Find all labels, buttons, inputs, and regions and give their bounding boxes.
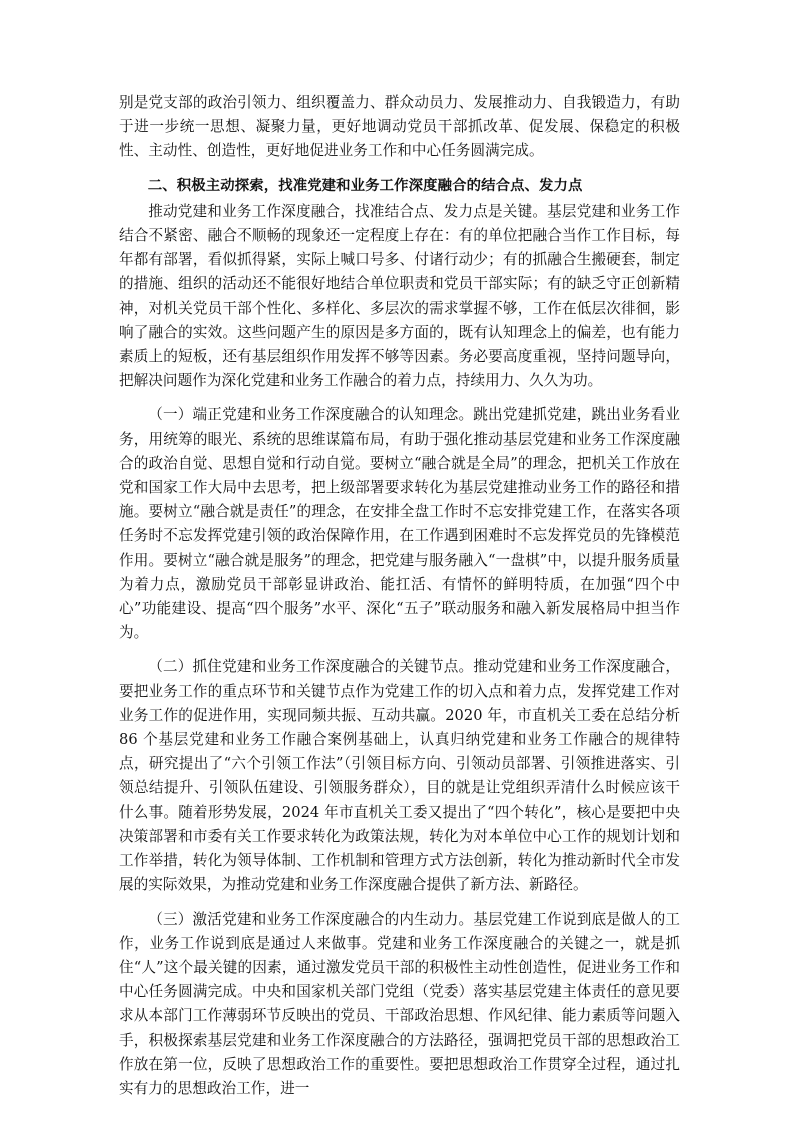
- subsection-paragraph-1: （一）端正党建和业务工作深度融合的认知理念。跳出党建抓党建，跳出业务看业务，用统筹的眼光、系统的思维谋篇布局，有助于强化推动基层党建和业务工作深度融合的政治自觉、思想自觉和行动自觉。要树立“融合就是全局”的理念，把机关工作放在党和国家工作大局中去思考，把上级部署要求转化为基层党建推动业务工作的路径和措施。要树立“融合就是责任”的理念，在安排全盘工作时不忘安排党建工作，在落实各项任务时不忘发挥党建引领的政治保障作用，在工作遇到困难时不忘发挥党员的先锋模范作用。要树立“融合就是服务”的理念，把党建与服务融入“一盘棋”中，以提升服务质量为着力点，激励党员干部彰显讲政治、能扛活、有情怀的鲜明特质，在加强“四个中心”功能建设、提高“四个服务”水平、深化“五子”联动服务和融入新发展格局中担当作为。: [119, 406, 680, 642]
- subsection-paragraph-3: （三）激活党建和业务工作深度融合的内生动力。基层党建工作说到底是做人的工作，业务工作说到底是通过人来做事。党建和业务工作深度融合的关键之一，就是抓住“人”这个最关键的因素，通过激发党员干部的积极性主动性创造性，促进业务工作和中心任务圆满完成。中央和国家机关部门党组（党委）落实基层党建主体责任的意见要求从本部门工作薄弱环节反映出的党员、干部政治思想、作风纪律、能力素质等问题入手，积极探索基层党建和业务工作深度融合的方法路径，强调把党员干部的思想政治工作放在第一位，反映了思想政治工作的重要性。要把思想政治工作贯穿全过程，通过扎实有力的思想政治工作，进一: [119, 910, 680, 1097]
- subsection-paragraph-2: （二）抓住党建和业务工作深度融合的关键节点。推动党建和业务工作深度融合，要把业务工作的重点环节和关键节点作为党建工作的切入点和着力点，发挥党建工作对业务工作的促进作用，实现同频共振、互动共赢。2020 年，市直机关工委在总结分析 86 个基层党建和业务工作融合案例基础上，认真归纳党建和业务工作融合的规律特点，研究提出了“六个引领工作法”（引领目标方向、引领动员部署、引领推进落实、引领总结提升、引领队伍建设、引领服务群众），目的就是让党组织弄清什么时候应该干什么事。随着形势发展，2024 年市直机关工委又提出了“四个转化”，核心是要把中央决策部署和市委有关工作要求转化为政策法规，转化为对本单位中心工作的规划计划和工作举措，转化为领导体制、工作机制和管理方式方法创新，转化为推动新时代全市发展的实际效果，为推动党建和业务工作深度融合提供了新方法、新路径。: [119, 658, 680, 894]
- body-paragraph-continued: 别是党支部的政治引领力、组织覆盖力、群众动员力、发展推动力、自我锻造力，有助于进一步统一思想、凝聚力量，更好地调动党员干部抓改革、促发展、保稳定的积极性、主动性、创造性，更好地促进业务工作和中心任务圆满完成。: [119, 94, 680, 160]
- body-paragraph: 推动党建和业务工作深度融合，找准结合点、发力点是关键。基层党建和业务工作结合不紧密、融合不顺畅的现象还一定程度上存在：有的单位把融合当作工作目标，每年都有部署，看似抓得紧，实际上喊口号多、付诸行动少；有的抓融合生搬硬套，制定的措施、组织的活动还不能很好地结合单位职责和党员干部实际；有的缺乏守正创新精神，对机关党员干部个性化、多样化、多层次的需求掌握不够，工作在低层次徘徊，影响了融合的实效。这些问题产生的原因是多方面的，既有认知理念上的偏差，也有能力素质上的短板，还有基层组织作用发挥不够等因素。务必要高度重视，坚持问题导向，把解决问题作为深化党建和业务工作融合的着力点，持续用力、久久为功。: [119, 202, 680, 390]
- section-heading: 二、积极主动探索，找准党建和业务工作深度融合的结合点、发力点: [147, 177, 583, 194]
- document-page: [119, 91, 680, 1111]
